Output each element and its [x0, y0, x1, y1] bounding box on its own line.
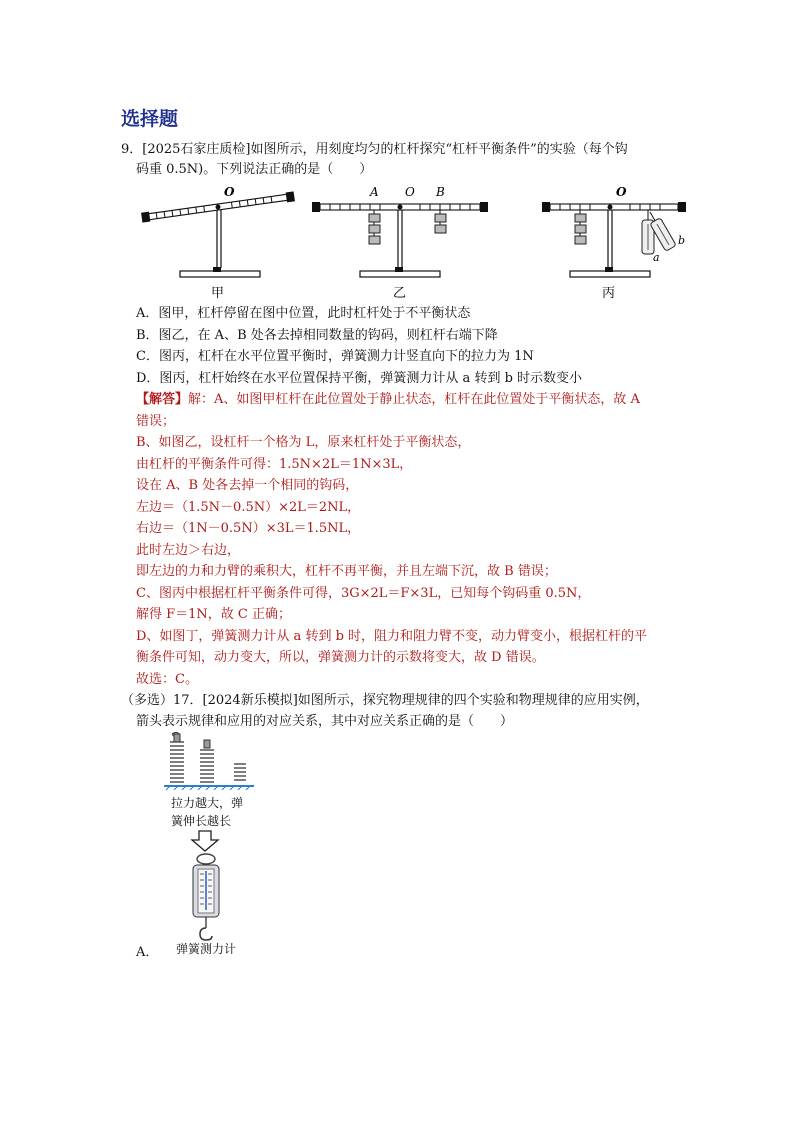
springs-caption-line1: 拉力越大，弹 — [171, 796, 244, 810]
pivot-label-jia: O — [224, 185, 235, 199]
figure-yi — [312, 185, 488, 277]
springs-caption-line2: 簧伸长越长 — [171, 814, 232, 828]
answer-line-10: C、图丙中根据杠杆平衡条件可得，3G×2L＝F×3L，已知每个钩码重 0.5N， — [136, 586, 591, 601]
spring-scale-caption: 弹簧测力计 — [176, 942, 237, 956]
q9-stem-line2: 码重 0.5N)。下列说法正确的是（ ） — [136, 162, 373, 177]
answer-line-4: 由杠杆的平衡条件可得：1.5N×2L＝1N×3L， — [136, 457, 413, 472]
answer-line-12: D、如图丁，弹簧测力计从 a 转到 b 时，阻力和阻力臂不变，动力臂变小，根据杠杆的平 — [136, 629, 648, 644]
spring-scale-figure — [186, 852, 226, 944]
pivot-label-yi: O — [405, 185, 415, 199]
pivot-label-bing: O — [616, 185, 627, 199]
caption-bing: 丙 — [602, 286, 616, 301]
answer-line-2: 错误； — [136, 414, 176, 429]
section-title: 选择题 — [121, 108, 179, 130]
q9-option-c: C．图丙，杠杆在水平位置平衡时，弹簧测力计竖直向下的拉力为 1N — [136, 349, 534, 364]
answer-line-6: 左边＝（1.5N－0.5N）×2L＝2NL， — [136, 500, 361, 515]
answer-line-13: 衡条件可知，动力变大，所以，弹簧测力计的示数将变大，故 D 错误。 — [136, 650, 545, 665]
answer-line-8: 此时左边＞右边， — [136, 543, 241, 558]
q17-stem-line1: （多选）17．[2024新乐模拟]如图所示，探究物理规律的四个实验和物理规律的应用实例， — [121, 693, 649, 708]
q17-option-a: A． — [136, 945, 159, 960]
springs-figure — [160, 728, 260, 794]
q9-stem-line1: 9．[2025石家庄质检]如图所示，用刻度均匀的杠杆探究“杠杆平衡条件”的实验（每个钩 — [121, 142, 628, 157]
figure-jia — [141, 185, 295, 277]
lever-figures — [138, 180, 698, 302]
answer-line-7: 右边＝（1N－0.5N）×3L＝1.5NL， — [136, 521, 361, 536]
answer-line-3: B、如图乙，设杠杆一个格为 L，原来杠杆处于平衡状态， — [136, 435, 471, 450]
answer-line-11: 解得 F＝1N，故 C 正确； — [136, 607, 292, 622]
caption-yi: 乙 — [393, 286, 407, 301]
point-a-label: A — [370, 185, 379, 199]
q9-option-a: A．图甲，杠杆停留在图中位置，此时杠杆处于不平衡状态 — [136, 306, 471, 321]
down-arrow-icon — [190, 830, 220, 852]
answer-line-14: 故选：C。 — [136, 672, 198, 687]
answer-line-1: 【解答】解：A、如图甲杠杆在此位置处于静止状态，杠杆在此位置处于平衡状态，故 A — [136, 392, 640, 407]
answer-line-5: 设在 A、B 处各去掉一个相同的钩码， — [136, 478, 359, 493]
caption-jia: 甲 — [211, 286, 225, 301]
figure-bing — [542, 185, 686, 277]
q9-option-d: D．图丙，杠杆始终在水平位置保持平衡，弹簧测力计从 a 转到 b 时示数变小 — [136, 371, 583, 386]
rotation-a-label: a — [653, 251, 660, 264]
q9-option-b: B．图乙，在 A、B 处各去掉相同数量的钩码，则杠杆右端下降 — [136, 328, 498, 343]
point-b-label: B — [436, 185, 445, 199]
answer-tag: 【解答】 — [136, 392, 189, 407]
q17-stem-line2: 箭头表示规律和应用的对应关系，其中对应关系正确的是（ ） — [136, 714, 514, 729]
answer-line-9: 即左边的力和力臂的乘积大，杠杆不再平衡，并且左端下沉，故 B 错误； — [136, 564, 557, 579]
rotation-b-label: b — [678, 234, 686, 247]
